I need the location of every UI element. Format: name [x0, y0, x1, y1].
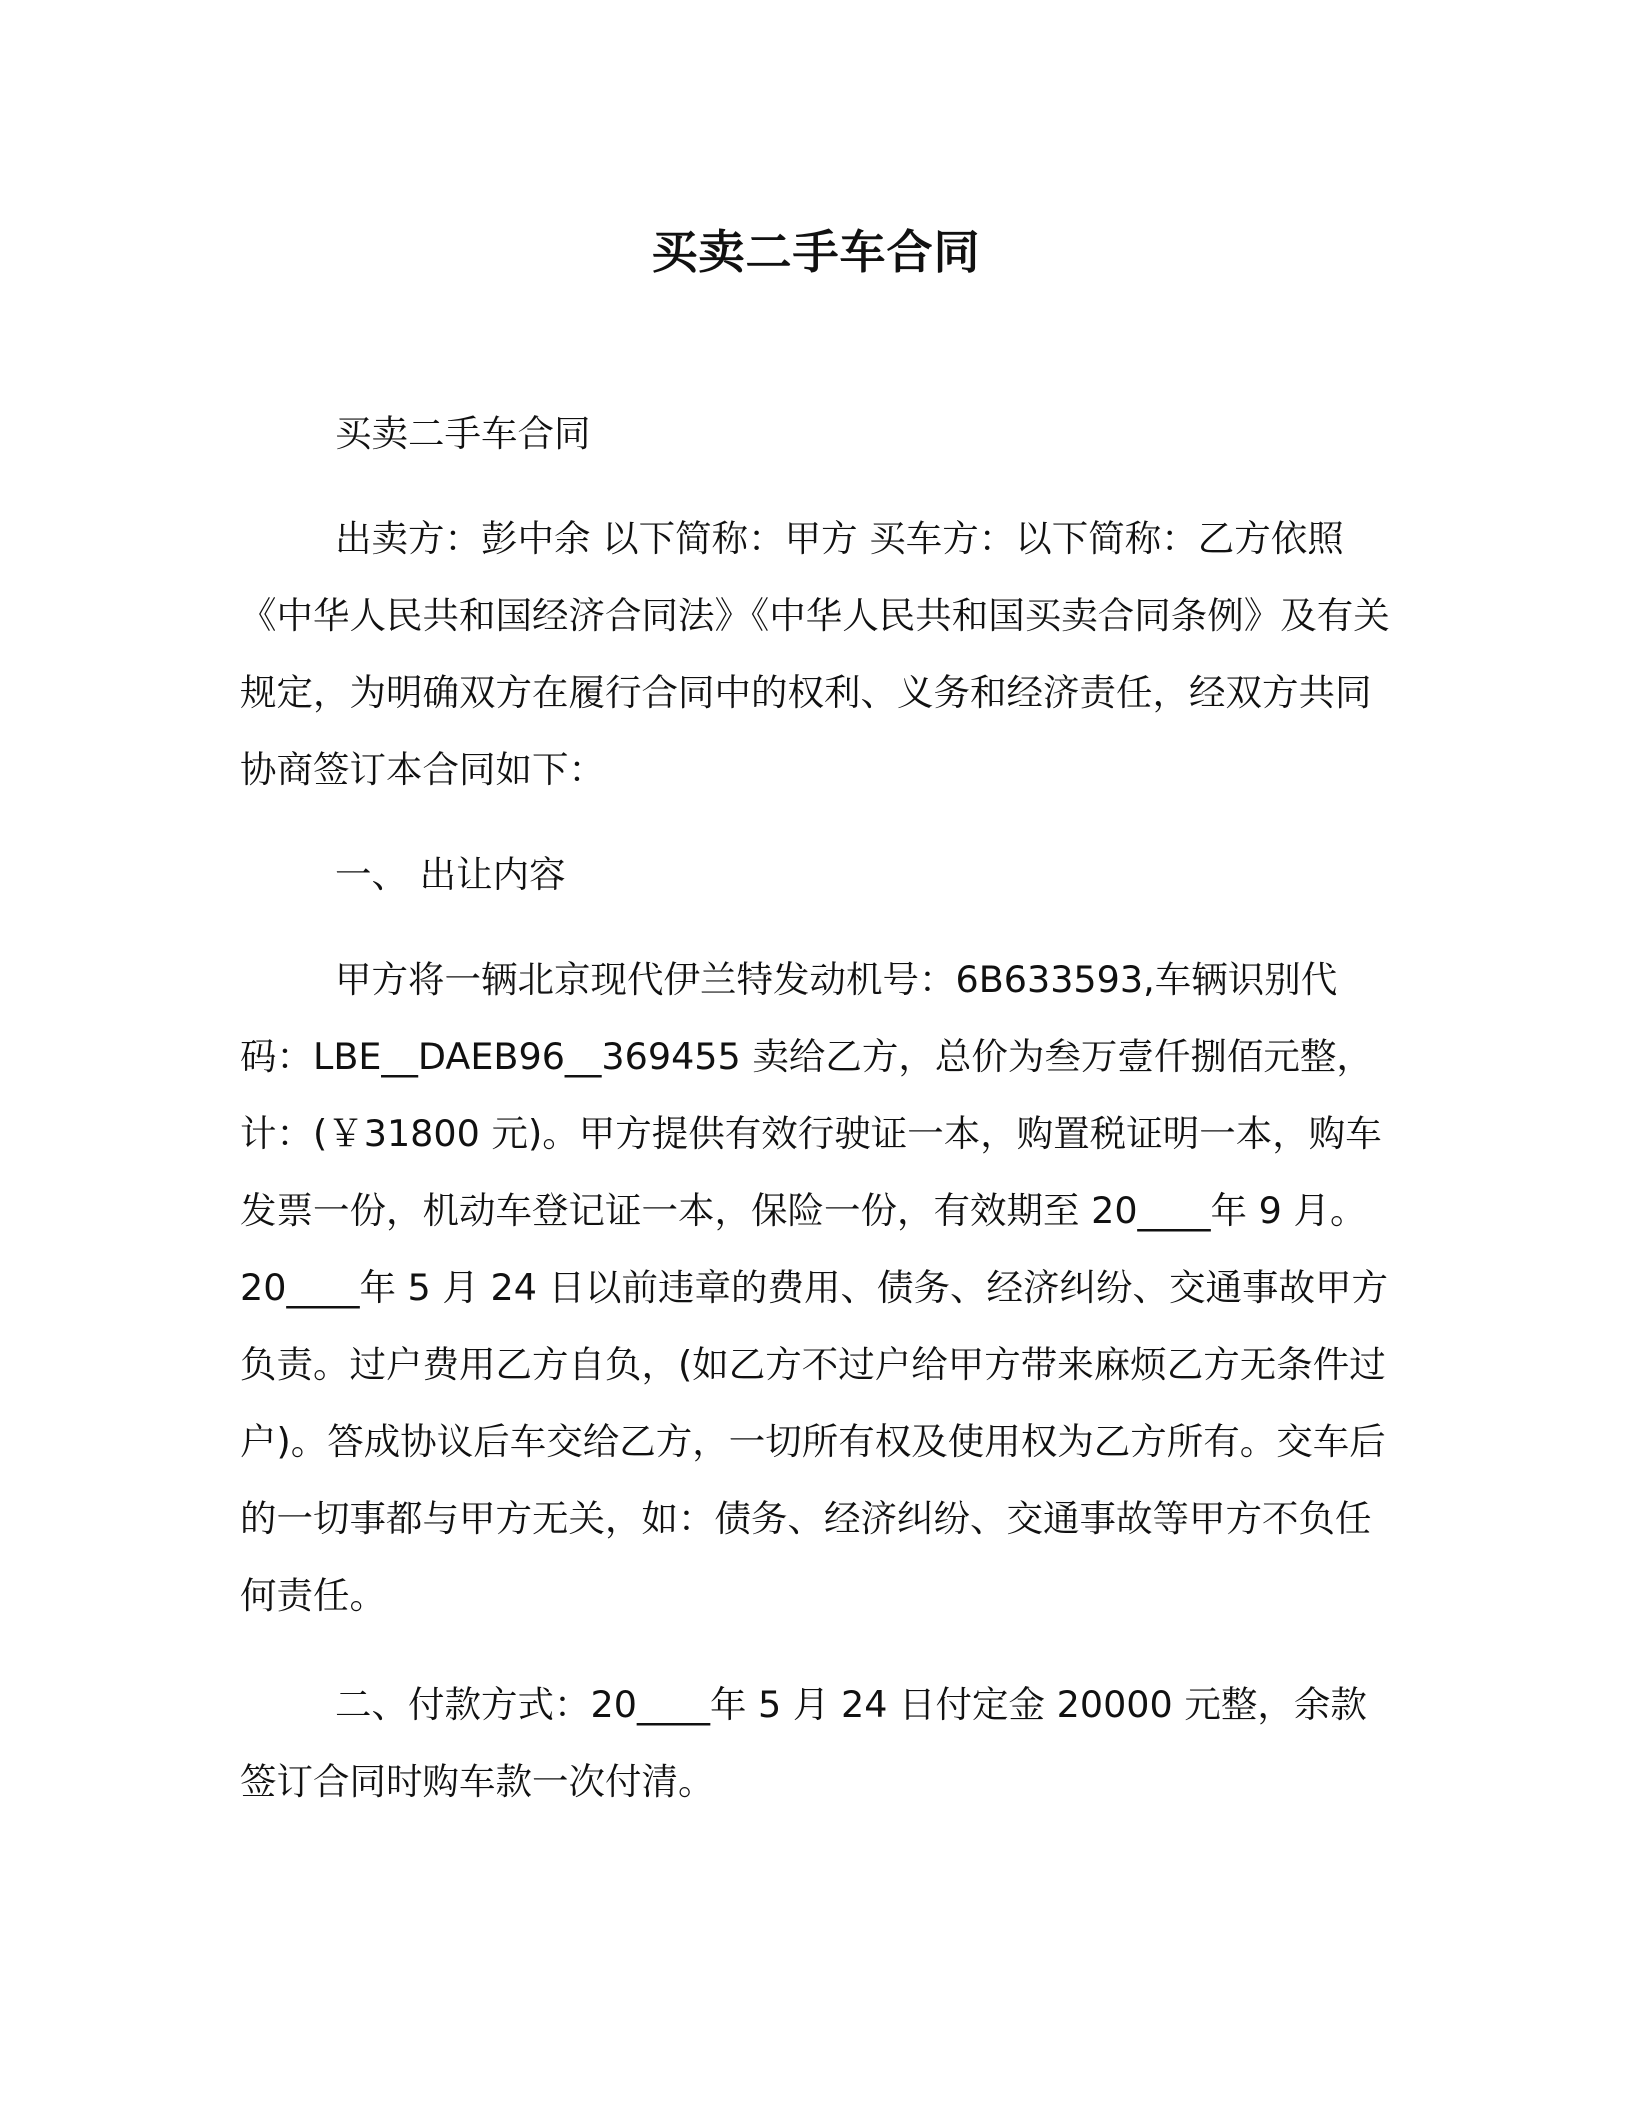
paragraph-payment: 二、付款方式：20____年 5 月 24 日付定金 20000 元整，余款签订合同时购车款一次付清。 — [240, 1683, 1367, 1803]
document-body — [240, 395, 1390, 1820]
section-heading-transfer: 一、 出让内容 — [335, 853, 566, 896]
document-title: 买卖二手车合同 — [651, 225, 981, 279]
paragraph-transfer-content: 甲方将一辆北京现代伊兰特发动机号：6B633593,车辆识别代码：LBE__DAEB96__369455 卖给乙方，总价为叁万壹仟捌佰元整，计：(￥31800 元)。甲方提供有效行驶证一本，购置税证明一本，购车发票一份，机动车登记证一本，保险一份，有效期至 20____年 9 月。20____年 5 月 24 日以前违章的费用、债务、经济纠纷、交通事故甲方负责。过户费用乙方自负，(如乙方不过户给甲方带来麻烦乙方无条件过户)。答成协议后车交给乙方，一切所有权及使用权为乙方所有。交车后的一切事都与甲方无关，如：债务、经济纠纷、交通事故等甲方不负任何责任。 — [240, 958, 1389, 1617]
paragraph-heading: 买卖二手车合同 — [335, 412, 591, 455]
paragraph-parties: 出卖方：彭中余 以下简称：甲方 买车方：以下简称：乙方依照《中华人民共和国经济合同法》《中华人民共和国买卖合同条例》及有关规定，为明确双方在履行合同中的权利、义务和经济责任，经双方共同协商签订本合同如下： — [240, 517, 1390, 791]
